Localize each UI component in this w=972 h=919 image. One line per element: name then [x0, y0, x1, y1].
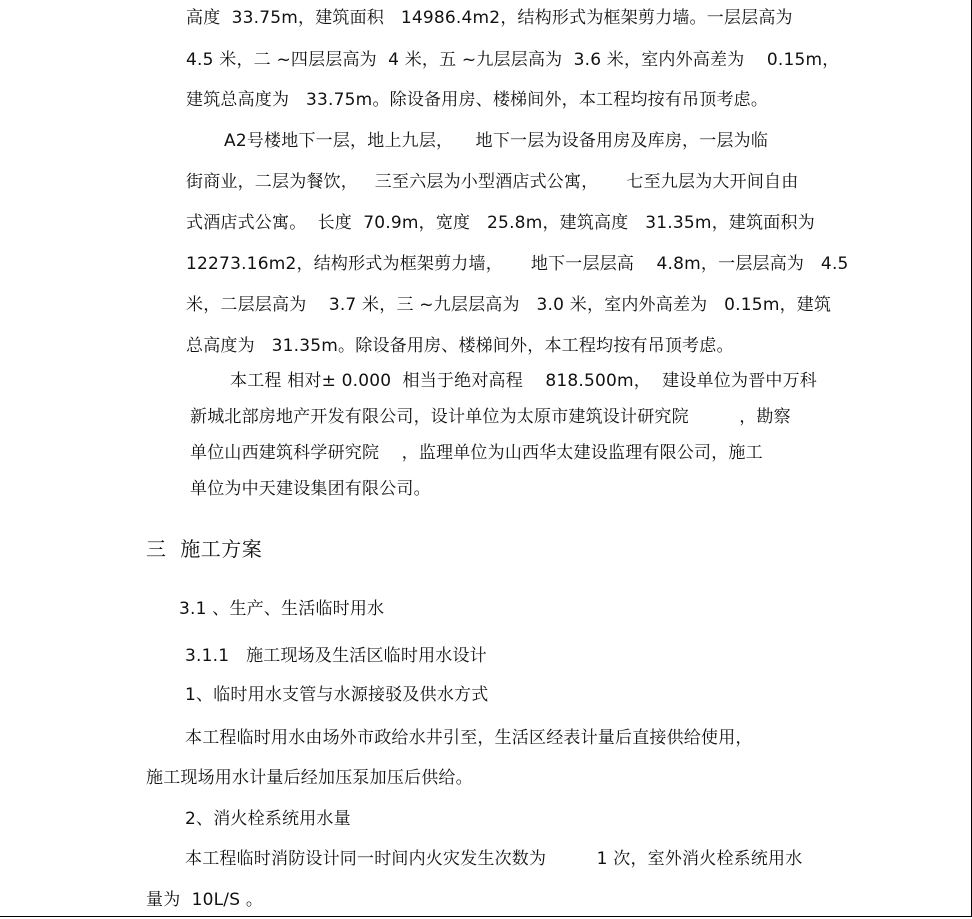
subsection-heading: 3.1.1 施工现场及生活区临时用水设计 [185, 646, 487, 666]
text-line: 单位为中天建设集团有限公司。 [190, 479, 431, 499]
item-heading: 1、临时用水支管与水源接驳及供水方式 [185, 685, 489, 705]
item-heading: 2、消火栓系统用水量 [185, 809, 351, 829]
section-heading: 三 施工方案 [146, 537, 263, 561]
text-line: 本工程临时用水由场外市政给水井引至，生活区经表计量后直接供给使用， [185, 728, 753, 748]
text-line: 新城北部房地产开发有限公司，设计单位为太原市建筑设计研究院 ，勘察 [190, 407, 791, 427]
text-line: 街商业，二层为餐饮， 三至六层为小型酒店式公寓， 七至九层为大开间自由 [186, 172, 799, 192]
subsection-heading: 3.1 、生产、生活临时用水 [179, 599, 385, 619]
text-line: 单位山西建筑科学研究院 ，监理单位为山西华太建设监理有限公司，施工 [190, 443, 763, 463]
text-line: 量为 10L/S 。 [146, 890, 264, 910]
text-line: 4.5 米，二 ~四层层高为 4 米，五 ~九层层高为 3.6 米，室内外高差为 0.15m， [186, 50, 840, 70]
text-line: 建筑总高度为 33.75m。除设备用房、楼梯间外，本工程均按有吊顶考虑。 [186, 90, 769, 110]
text-line: 米，二层层高为 3.7 米，三 ~九层层高为 3.0 米，室内外高差为 0.15m，建筑 [186, 295, 832, 315]
text-line: 式酒店式公寓。 长度 70.9m，宽度 25.8m，建筑高度 31.35m，建筑面积为 [186, 213, 815, 233]
text-line: 高度 33.75m，建筑面积 14986.4m2，结构形式为框架剪力墙。一层层高为 [186, 8, 793, 28]
text-line: 本工程临时消防设计同一时间内火灾发生次数为 1 次，室外消火栓系统用水 [185, 849, 803, 869]
text-line: 施工现场用水计量后经加压泵加压后供给。 [146, 768, 473, 788]
text-line: A2号楼地下一层，地上九层， 地下一层为设备用房及库房，一层为临 [224, 131, 769, 151]
text-line: 12273.16m2，结构形式为框架剪力墙， 地下一层层高 4.8m，一层层高为 4.5 [186, 254, 849, 274]
text-line: 总高度为 31.35m。除设备用房、楼梯间外，本工程均按有吊顶考虑。 [186, 336, 734, 356]
text-line: 本工程 相对± 0.000 相当于绝对高程 818.500m， 建设单位为晋中万科 [230, 371, 818, 391]
